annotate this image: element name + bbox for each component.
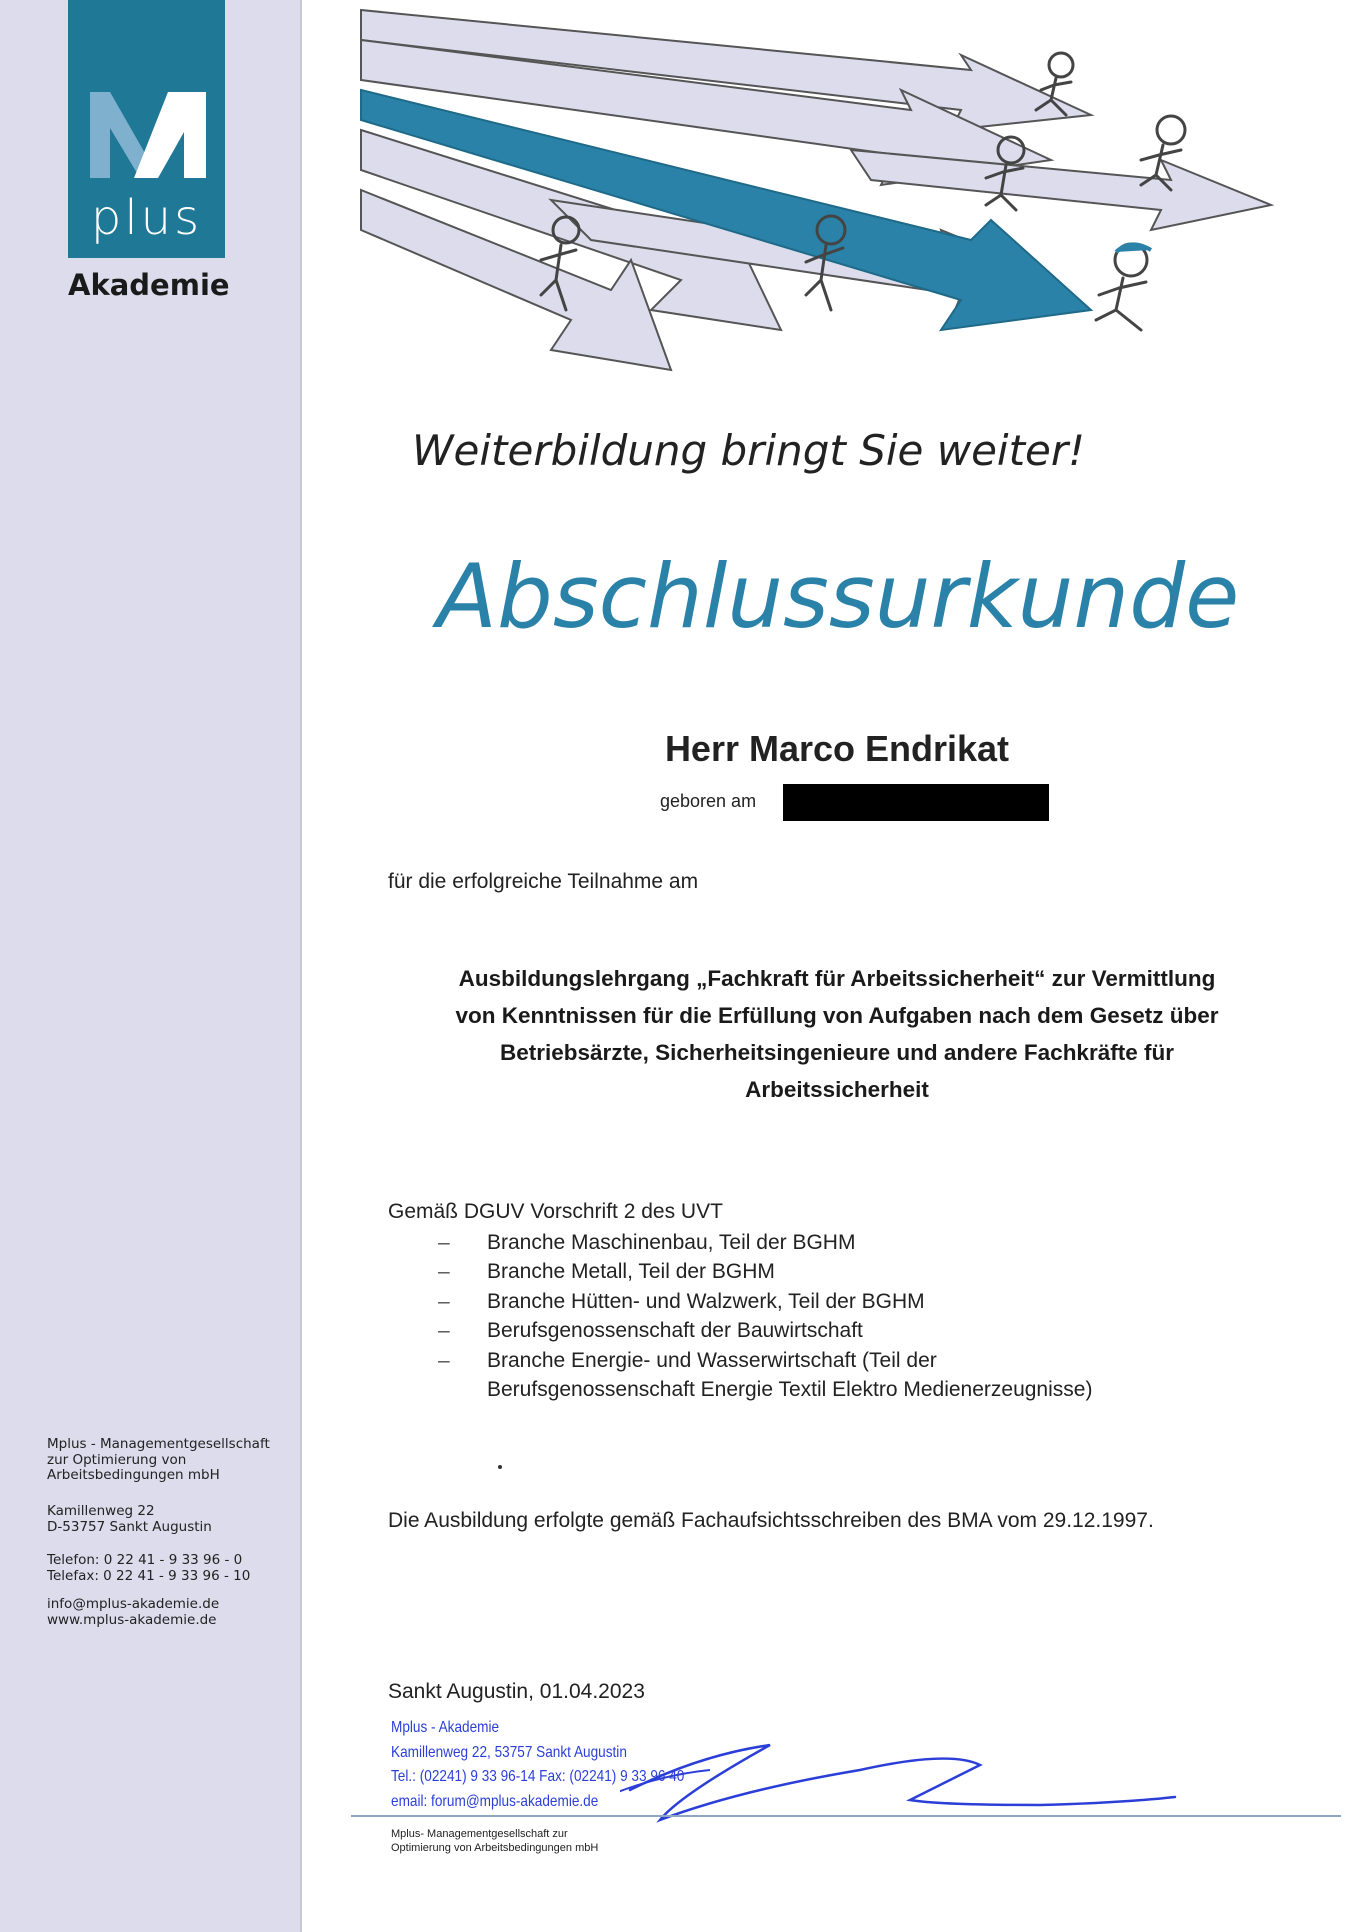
birthdate-redaction [783, 784, 1049, 821]
course-line: Arbeitssicherheit [745, 1077, 929, 1102]
list-item: Branche Energie- und Wasserwirtschaft (Teil der [487, 1349, 937, 1372]
company-line: zur Optimierung von [47, 1451, 187, 1468]
company-line: Arbeitsbedingungen mbH [47, 1467, 220, 1483]
m-logo-mark-icon [88, 90, 208, 180]
stamp-line: email: forum@mplus-akademie.de [391, 1793, 599, 1810]
list-dash: – [438, 1290, 450, 1313]
stamp-line: Tel.: (02241) 9 33 96-14 Fax: (02241) 9 33 96 40 [391, 1768, 685, 1785]
sidebar-company [47, 1437, 270, 1484]
list-dash: – [438, 1349, 450, 1372]
list-item: Branche Maschinenbau, Teil der BGHM [487, 1231, 856, 1254]
course-line: von Kenntnissen für die Erfüllung von Aufgaben nach dem Gesetz über [455, 1003, 1219, 1028]
scan-dot [498, 1465, 502, 1469]
place-date: Sankt Augustin, 01.04.2023 [388, 1680, 645, 1703]
list-item: Branche Hütten- und Walzwerk, Teil der BGHM [487, 1290, 925, 1313]
tagline: Weiterbildung bringt Sie weiter! [412, 426, 1086, 475]
bma-statement: Die Ausbildung erfolgte gemäß Fachaufsichtsschreiben des BMA vom 29.12.1997. [388, 1509, 1154, 1532]
course-line: Betriebsärzte, Sicherheitsingenieure und andere Fachkräfte für [500, 1040, 1174, 1065]
address-line: Kamillenweg 22 [47, 1503, 155, 1519]
company-line: Mplus - Managementgesellschaft [47, 1436, 270, 1452]
signature [620, 1735, 1180, 1825]
mplus-logo [68, 0, 225, 258]
phone-line: Telefon: 0 22 41 - 9 33 96 - 0 [47, 1552, 243, 1568]
list-dash: – [438, 1319, 450, 1342]
regulation-text: Gemäß DGUV Vorschrift 2 des UVT [388, 1200, 723, 1223]
stamp-line: Mplus - Akademie [391, 1719, 500, 1736]
stamp-line: Kamillenweg 22, 53757 Sankt Augustin [391, 1744, 627, 1761]
fax-line: Telefax: 0 22 41 - 9 33 96 - 10 [47, 1567, 251, 1584]
list-dash: – [438, 1231, 450, 1254]
footer-line: Mplus- Managementgesellschaft zur [391, 1828, 568, 1840]
email-link[interactable]: info@mplus-akademie.de [47, 1596, 220, 1612]
list-item: Branche Metall, Teil der BGHM [487, 1260, 775, 1283]
list-dash: – [438, 1260, 450, 1283]
course-line: Ausbildungslehrgang „Fachkraft für Arbeitssicherheit“ zur Vermittlung [458, 966, 1216, 991]
sidebar-address [47, 1504, 212, 1535]
footer-line: Optimierung von Arbeitsbedingungen mbH [391, 1842, 599, 1854]
sidebar-phone [47, 1553, 250, 1584]
running-arrows-illustration [351, 0, 1348, 394]
footer-divider [351, 1815, 1341, 1817]
sidebar-web [47, 1597, 219, 1628]
website-link[interactable]: www.mplus-akademie.de [47, 1611, 217, 1628]
address-line: D-53757 Sankt Augustin [47, 1518, 212, 1535]
logo-subtitle: Akademie [68, 268, 230, 302]
certificate-title: Abschlussurkunde [436, 545, 1240, 648]
born-label: geboren am [660, 791, 757, 811]
intro-text: für die erfolgreiche Teilnahme am [388, 870, 699, 893]
list-item: Berufsgenossenschaft der Bauwirtschaft [487, 1319, 863, 1342]
recipient-name: Herr Marco Endrikat [664, 728, 1010, 769]
list-item-continuation: Berufsgenossenschaft Energie Textil Elektro Medienerzeugnisse) [487, 1378, 1093, 1401]
course-title [388, 960, 1286, 1108]
logo-word: plus [90, 190, 203, 246]
